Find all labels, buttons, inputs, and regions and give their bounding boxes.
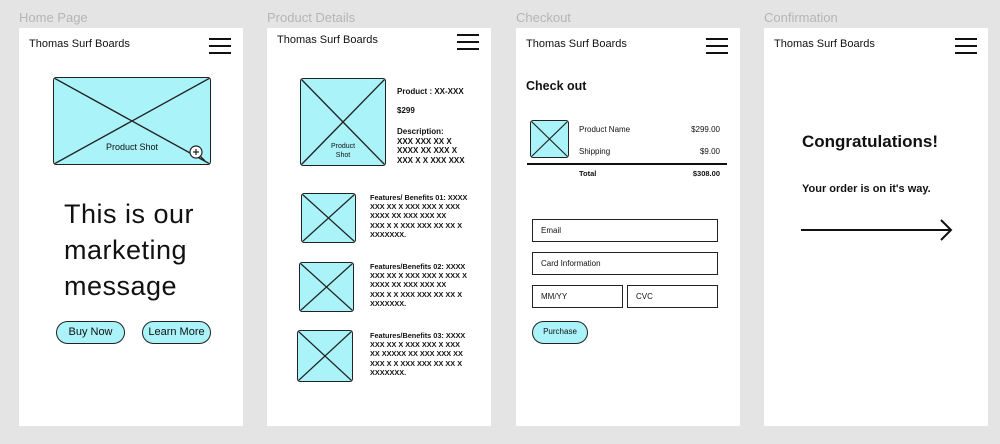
- expiry-placeholder: MM/YY: [541, 292, 568, 301]
- cart-item-thumbnail: [530, 120, 569, 158]
- brand-name: Thomas Surf Boards: [526, 38, 627, 50]
- brand-name: Thomas Surf Boards: [277, 34, 378, 46]
- learn-more-button[interactable]: Learn More: [142, 321, 211, 344]
- product-shot-label-1: Product: [330, 143, 356, 150]
- total-divider: [527, 163, 727, 165]
- zoom-in-icon[interactable]: [188, 144, 206, 162]
- arrow-right-icon: [801, 218, 955, 242]
- feature-3-image-placeholder: [297, 330, 353, 382]
- product-description: [397, 127, 465, 165]
- cvc-placeholder: CVC: [636, 292, 653, 301]
- feature-line: XXXX XX XXX XXX XX: [370, 211, 447, 221]
- product-code: Product : XX-XXX: [397, 87, 464, 96]
- card-placeholder: Card Information: [541, 259, 601, 268]
- feature-1-text: [370, 193, 467, 239]
- description-label: Description:: [397, 127, 444, 136]
- frame-title-product: Product Details: [267, 10, 356, 25]
- product-price: $299: [397, 106, 415, 115]
- frame-title-checkout: Checkout: [516, 10, 571, 25]
- product-shot-placeholder: [300, 78, 386, 166]
- feature-line: Features/Benefits 02: XXXX: [370, 262, 466, 271]
- email-field[interactable]: [532, 219, 718, 242]
- feature-line: XXX X X XXX XXX XX XX X: [370, 358, 463, 368]
- frame-checkout: [516, 28, 740, 426]
- frame-confirmation: [764, 28, 988, 426]
- feature-1-image-placeholder: [301, 193, 356, 243]
- feature-line: XXXXXXX.: [370, 229, 407, 239]
- hamburger-menu-icon[interactable]: [209, 38, 231, 54]
- description-line: XXX XXX XX X: [397, 136, 452, 146]
- feature-2-text: [370, 262, 467, 308]
- feature-line: XXXXXXX.: [370, 367, 407, 377]
- description-line: XXXX XX XXX X: [397, 146, 458, 155]
- feature-line: XXXX XX XXX XXX XX: [370, 280, 447, 290]
- feature-line: XXX XX X XXX XXX X XXX: [370, 202, 461, 212]
- cart-shipping-price: $9.00: [699, 147, 720, 156]
- cart-total-label: Total: [579, 169, 597, 178]
- expiry-field[interactable]: [532, 285, 623, 308]
- hamburger-menu-icon[interactable]: [706, 38, 728, 54]
- description-line: XXX X X XXX XXX: [397, 155, 465, 165]
- brand-name: Thomas Surf Boards: [774, 38, 875, 50]
- hero-image-label: Product Shot: [105, 142, 159, 152]
- feature-line: XXX X X XXX XXX XX XX X: [370, 289, 463, 299]
- marketing-line-2: marketing: [64, 235, 188, 265]
- marketing-message: [64, 196, 194, 304]
- marketing-line-1: This is our: [64, 199, 195, 229]
- hero-image-placeholder: [53, 77, 211, 165]
- feature-3-text: [370, 331, 465, 377]
- email-placeholder: Email: [541, 226, 562, 235]
- feature-line: Features/Benefits 03: XXXX: [370, 331, 466, 340]
- hamburger-menu-icon[interactable]: [955, 38, 977, 54]
- feature-line: XXX XX X XXX XXX X XXX: [370, 340, 461, 350]
- buy-now-button[interactable]: Buy Now: [56, 321, 125, 344]
- confirmation-message: Your order is on it's way.: [802, 183, 931, 195]
- product-shot-label: [301, 142, 385, 160]
- product-shot-label-2: Shot: [335, 152, 351, 159]
- frame-title-confirmation: Confirmation: [764, 10, 838, 25]
- frame-title-home: Home Page: [19, 10, 88, 25]
- cart-shipping-label: Shipping: [579, 147, 611, 156]
- feature-2-image-placeholder: [299, 262, 354, 312]
- cart-product-name: Product Name: [579, 125, 631, 134]
- frame-home: [19, 28, 243, 426]
- feature-line: XX XXXXX XX XXX XXX XX: [370, 349, 463, 359]
- card-information-field[interactable]: [532, 252, 718, 275]
- hamburger-menu-icon[interactable]: [457, 34, 479, 50]
- frame-product-details: [267, 28, 491, 426]
- marketing-line-3: message: [64, 271, 178, 301]
- brand-name: Thomas Surf Boards: [29, 38, 130, 50]
- purchase-button[interactable]: Purchase: [532, 321, 588, 344]
- checkout-heading: Check out: [526, 79, 587, 93]
- cart-product-price: $299.00: [691, 125, 720, 134]
- feature-line: Features/ Benefits 01: XXXX: [370, 193, 468, 202]
- cart-total-price: $308.00: [692, 169, 720, 178]
- confirmation-heading: Congratulations!: [802, 132, 938, 151]
- feature-line: XXX X X XXX XXX XX XX X: [370, 220, 463, 230]
- feature-line: XXXXXXX.: [370, 298, 407, 308]
- cvc-field[interactable]: [627, 285, 718, 308]
- feature-line: XXX XX X XXX XXX X XXX X: [370, 271, 467, 281]
